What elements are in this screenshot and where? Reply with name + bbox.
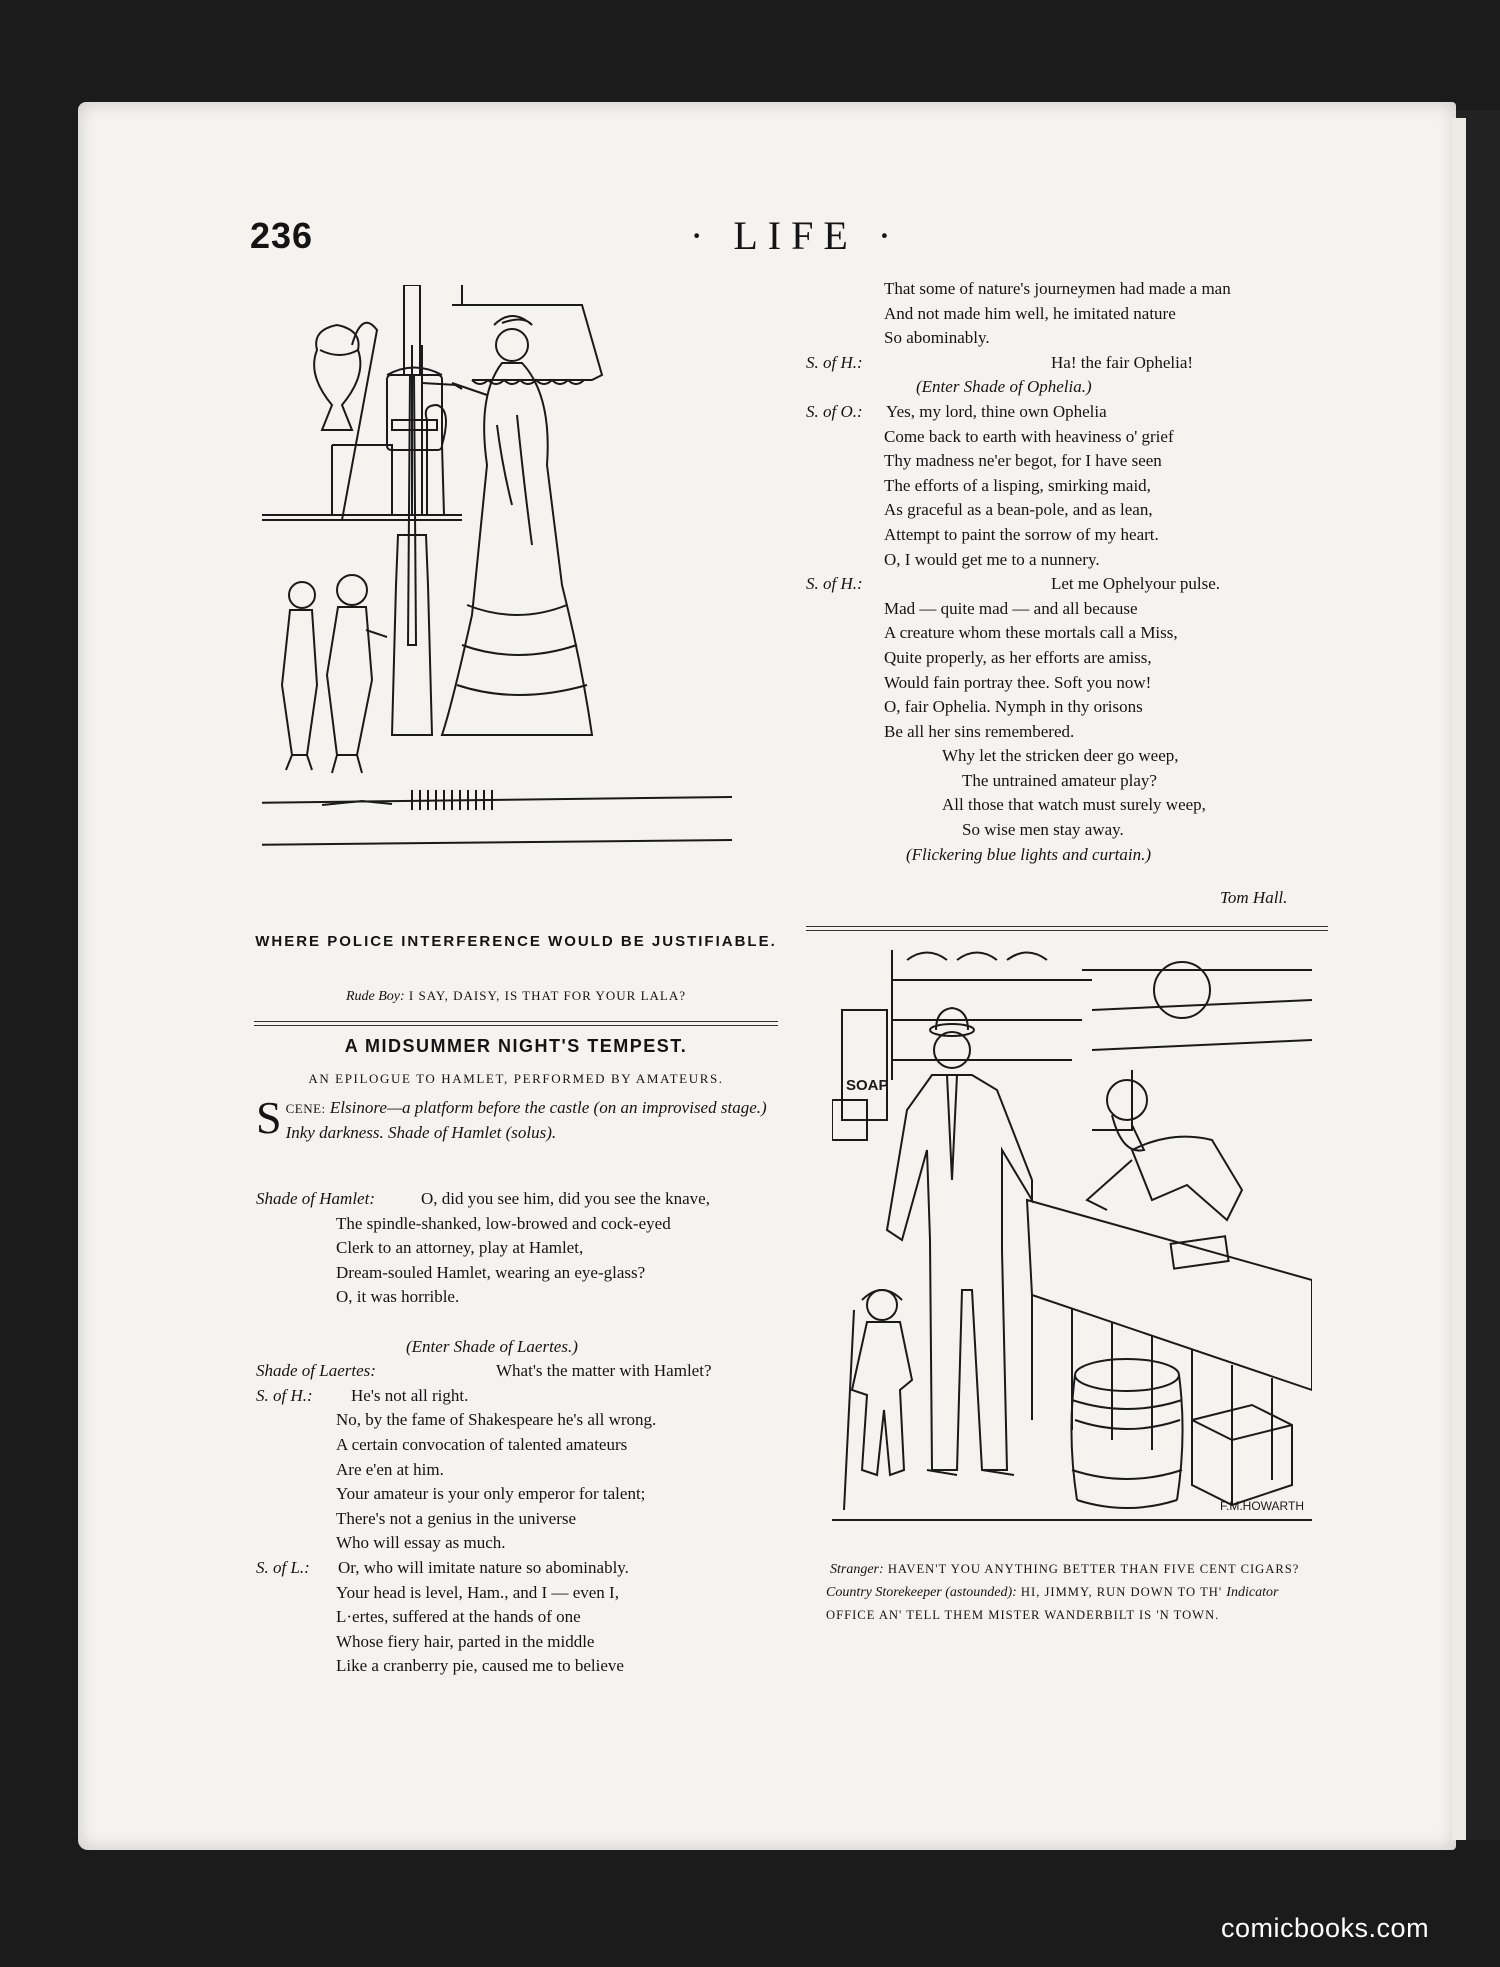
page-number: 236 bbox=[250, 215, 314, 256]
article-title: A MIDSUMMER NIGHT'S TEMPEST. bbox=[344, 1036, 688, 1056]
watermark: comicbooks.com bbox=[1221, 1913, 1430, 1943]
cartoon1-caption bbox=[254, 988, 778, 1005]
cartoon2-line2a: HI, JIMMY, RUN DOWN TO TH' bbox=[1020, 1585, 1223, 1599]
verse-text: Or, who will imitate nature so abominably. bbox=[338, 1557, 629, 1577]
poem-line bbox=[256, 1335, 786, 1360]
cartoon-mailbox-illustration bbox=[262, 285, 732, 865]
poem-line bbox=[256, 1630, 786, 1655]
cartoon2-line1-row bbox=[826, 1558, 1300, 1581]
speaker-label: S. of H.: bbox=[256, 1385, 313, 1405]
cartoon1-title: WHERE POLICE INTERFERENCE WOULD BE JUSTIFIABLE. bbox=[255, 933, 777, 950]
scene-direction bbox=[256, 1092, 780, 1145]
poem-line bbox=[256, 1433, 786, 1458]
verse-text: A certain convocation of talented amateurs bbox=[336, 1434, 628, 1454]
poem-line bbox=[806, 425, 1336, 450]
verse-text: Ha! the fair Ophelia! bbox=[1051, 352, 1194, 372]
poem-line bbox=[256, 1384, 786, 1409]
speaker-label: S. of L.: bbox=[256, 1557, 310, 1577]
poem-line bbox=[256, 1654, 786, 1679]
cartoon-store-illustration bbox=[832, 950, 1312, 1530]
verse-text: That some of nature's journeymen had made a man bbox=[884, 279, 1231, 298]
cartoon2-line1: HAVEN'T YOU ANYTHING BETTER THAN FIVE CENT CIGARS? bbox=[887, 1562, 1300, 1576]
poem-line bbox=[806, 720, 1336, 745]
verse-text: O, fair Ophelia. Nymph in thy orisons bbox=[884, 697, 1143, 717]
speaker-label: S. of O.: bbox=[806, 401, 863, 421]
poem-line bbox=[806, 498, 1336, 523]
poem-line bbox=[256, 1531, 786, 1556]
poem-line bbox=[806, 646, 1336, 671]
verse-text: Whose fiery hair, parted in the middle bbox=[336, 1631, 595, 1651]
poem-line bbox=[806, 793, 1336, 818]
verse-text: Yes, my lord, thine own Ophelia bbox=[886, 401, 1107, 421]
cartoon1-line: I SAY, DAISY, IS THAT FOR YOUR LALA? bbox=[408, 988, 687, 1003]
divider-left-2 bbox=[254, 1025, 778, 1026]
cartoon1-speaker: Rude Boy: bbox=[345, 989, 405, 1004]
verse-text: The efforts of a lisping, smirking maid, bbox=[884, 475, 1151, 495]
poem-line bbox=[806, 597, 1336, 622]
verse-text: So abominably. bbox=[884, 328, 990, 348]
divider-left bbox=[254, 1021, 778, 1022]
verse-text: Are e'en at him. bbox=[336, 1459, 444, 1479]
verse-text: All those that watch must surely weep, bbox=[942, 795, 1206, 815]
verse-text: Who will essay as much. bbox=[336, 1533, 506, 1553]
poem-line bbox=[806, 400, 1336, 425]
speaker-label: S. of H.: bbox=[806, 574, 863, 594]
verse-text: There's not a genius in the universe bbox=[336, 1508, 577, 1528]
poem-line bbox=[806, 449, 1336, 474]
speaker-label: Shade of Laertes: bbox=[256, 1361, 376, 1381]
poem-line bbox=[256, 1359, 786, 1384]
poem-line bbox=[806, 671, 1336, 696]
poem-line bbox=[806, 351, 1336, 376]
scene-cap: CENE: bbox=[285, 1101, 326, 1116]
poem-line bbox=[806, 326, 1336, 351]
stage-direction: (Flickering blue lights and curtain.) bbox=[906, 844, 1152, 864]
cartoon2-paper: Indicator bbox=[1226, 1585, 1279, 1600]
poem-line bbox=[256, 1408, 786, 1433]
article-subtitle: AN EPILOGUE TO HAMLET, PERFORMED BY AMATEURS. bbox=[308, 1071, 724, 1086]
verse-text: A creature whom these mortals call a Miss, bbox=[884, 623, 1178, 643]
verse-text: Dream-souled Hamlet, wearing an eye-glass? bbox=[336, 1262, 646, 1282]
poem-line bbox=[806, 744, 1336, 769]
speaker-label: S. of H.: bbox=[806, 352, 863, 372]
poem-line bbox=[806, 818, 1336, 843]
verse-text: Clerk to an attorney, play at Hamlet, bbox=[336, 1238, 584, 1258]
cartoon2-line2b: OFFICE AN' TELL THEM MISTER WANDERBILT IS 'N TOWN. bbox=[826, 1608, 1220, 1622]
cartoon2-caption bbox=[826, 1558, 1300, 1626]
poem-line bbox=[256, 1187, 786, 1212]
stage-direction: (Enter Shade of Ophelia.) bbox=[916, 377, 1092, 397]
cartoon2-speaker1: Stranger: bbox=[830, 1562, 884, 1577]
cartoon2-artist: F.M.HOWARTH bbox=[1220, 1499, 1304, 1513]
poem-line bbox=[806, 277, 1336, 302]
masthead: · LIFE · bbox=[690, 213, 902, 258]
cartoon2-line2-row bbox=[826, 1581, 1300, 1626]
verse-text: O, I would get me to a nunnery. bbox=[884, 549, 1100, 569]
poem-line bbox=[806, 375, 1336, 400]
verse-text: L·ertes, suffered at the hands of one bbox=[336, 1607, 581, 1627]
verse-text: So wise men stay away. bbox=[962, 820, 1124, 840]
verse-text: O, did you see him, did you see the knave, bbox=[421, 1189, 710, 1208]
poem-right-column bbox=[806, 277, 1336, 867]
verse-text: Come back to earth with heaviness o' grief bbox=[884, 426, 1174, 446]
author-signature: Tom Hall. bbox=[1220, 888, 1288, 907]
verse-text: Be all her sins remembered. bbox=[884, 721, 1075, 741]
poem-line bbox=[256, 1507, 786, 1532]
divider-right bbox=[806, 926, 1328, 927]
verse-text: What's the matter with Hamlet? bbox=[496, 1361, 712, 1381]
verse-text: Why let the stricken deer go weep, bbox=[942, 746, 1179, 766]
verse-text: Quite properly, as her efforts are amiss, bbox=[884, 647, 1152, 667]
poem-line bbox=[806, 769, 1336, 794]
verse-text: Your head is level, Ham., and I — even I, bbox=[336, 1582, 619, 1602]
poem-line bbox=[806, 523, 1336, 548]
poem-line bbox=[256, 1581, 786, 1606]
cartoon2-soap-sign: SOAP bbox=[846, 1077, 889, 1094]
poem-line bbox=[256, 1458, 786, 1483]
poem-line bbox=[256, 1556, 786, 1581]
poem-line bbox=[256, 1236, 786, 1261]
stage-direction: (Enter Shade of Laertes.) bbox=[406, 1336, 578, 1356]
verse-text: And not made him well, he imitated nature bbox=[884, 303, 1176, 323]
verse-text: Like a cranberry pie, caused me to believe bbox=[336, 1656, 624, 1676]
poem-line bbox=[806, 572, 1336, 597]
poem-left-column bbox=[256, 1187, 786, 1679]
page-edge bbox=[1452, 118, 1466, 1840]
verse-text: O, it was horrible. bbox=[336, 1287, 460, 1307]
verse-text: The spindle-shanked, low-browed and cock-eyed bbox=[336, 1213, 671, 1233]
divider-right-2 bbox=[806, 930, 1328, 931]
cartoon2-speaker2: Country Storekeeper (astounded): bbox=[826, 1585, 1017, 1600]
verse-text: The untrained amateur play? bbox=[962, 770, 1157, 790]
poem-line bbox=[806, 695, 1336, 720]
poem-line bbox=[256, 1212, 786, 1237]
poem-line bbox=[256, 1285, 786, 1310]
poem-line bbox=[806, 302, 1336, 327]
poem-line bbox=[806, 474, 1336, 499]
verse-text: Thy madness ne'er begot, for I have seen bbox=[884, 451, 1162, 471]
verse-text: Would fain portray thee. Soft you now! bbox=[884, 672, 1152, 692]
verse-text: He's not all right. bbox=[351, 1385, 469, 1405]
scene-text: Elsinore—a platform before the castle (on an improvised stage.) Inky darkness. Shade of Hamlet (solus). bbox=[285, 1098, 767, 1142]
scene-dropcap: S bbox=[256, 1092, 282, 1143]
poem-line bbox=[806, 621, 1336, 646]
verse-text: As graceful as a bean-pole, and as lean, bbox=[884, 500, 1153, 520]
verse-text: No, by the fame of Shakespeare he's all wrong. bbox=[336, 1410, 657, 1430]
poem-line bbox=[256, 1482, 786, 1507]
verse-text: Attempt to paint the sorrow of my heart. bbox=[884, 524, 1159, 544]
speaker-label: Shade of Hamlet: bbox=[256, 1189, 375, 1208]
poem-line bbox=[806, 843, 1336, 868]
poem-line bbox=[256, 1310, 786, 1335]
verse-text: Let me Ophelyour pulse. bbox=[1051, 574, 1221, 594]
verse-text: Your amateur is your only emperor for talent; bbox=[336, 1484, 646, 1504]
verse-text: Mad — quite mad — and all because bbox=[884, 598, 1138, 618]
poem-line bbox=[806, 548, 1336, 573]
poem-line bbox=[256, 1605, 786, 1630]
poem-line bbox=[256, 1261, 786, 1286]
